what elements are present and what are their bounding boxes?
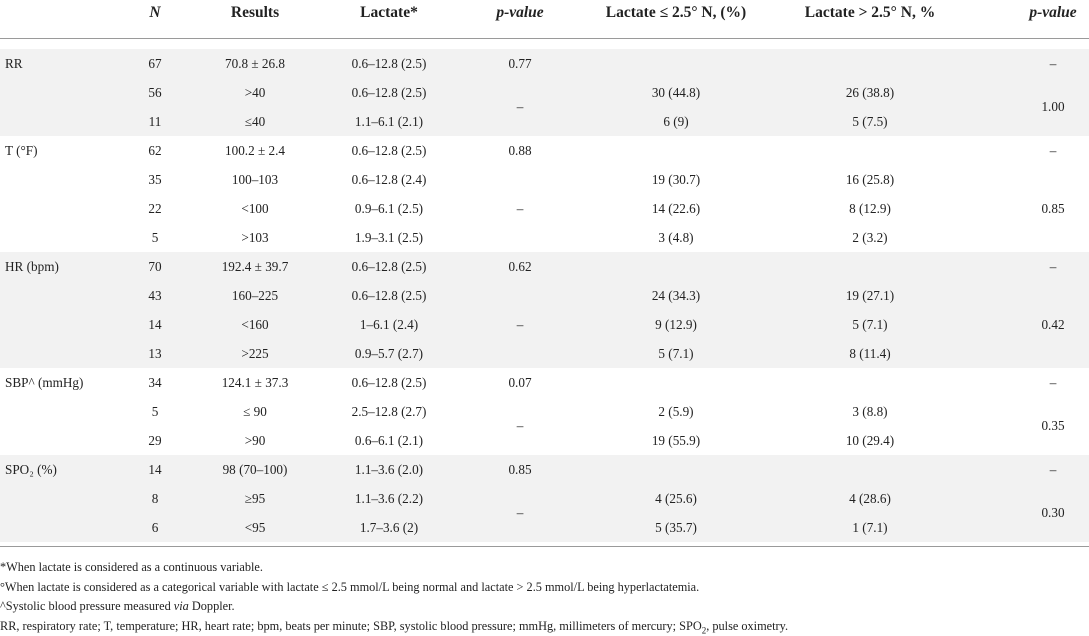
table-row — [0, 310, 1089, 339]
footnote-doppler: ^Systolic blood pressure measured via Doppler. — [0, 597, 1089, 617]
table-row — [0, 513, 1089, 542]
cell-n: 14 — [148, 310, 161, 339]
cell-n: 67 — [148, 49, 161, 78]
table-row — [0, 136, 1089, 165]
cell-p-value-merged: – — [517, 201, 524, 217]
cell-p-value: 0.88 — [508, 136, 531, 165]
cell-result: 100–103 — [232, 165, 278, 194]
cell-lactate: 1.1–6.1 (2.1) — [355, 107, 423, 136]
cell-n: 13 — [148, 339, 161, 368]
cell-parameter: RR — [5, 49, 23, 78]
cell-p-value-merged: – — [517, 418, 524, 434]
header-lactate-high: Lactate > 2.5° N, % — [805, 4, 935, 22]
cell-lactate: 1–6.1 (2.4) — [360, 310, 418, 339]
table-row — [0, 49, 1089, 78]
cell-lactate: 0.9–5.7 (2.7) — [355, 339, 423, 368]
cell-result: 124.1 ± 37.3 — [222, 368, 289, 397]
cell-p-value-2: – — [1050, 368, 1057, 397]
footnote-categorical: °When lactate is considered as a categorical variable with lactate ≤ 2.5 mmol/L being normal and lactate > 2.5 mmol/L being hyperlactatemia. — [0, 578, 1089, 598]
header-results: Results — [231, 4, 279, 22]
table-row — [0, 368, 1089, 397]
cell-lactate-high: 19 (27.1) — [846, 281, 894, 310]
cell-lactate: 0.6–12.8 (2.5) — [352, 281, 427, 310]
cell-lactate: 0.6–6.1 (2.1) — [355, 426, 423, 455]
table-header — [0, 0, 1089, 38]
cell-lactate-low: 5 (7.1) — [658, 339, 693, 368]
table-footnotes — [0, 558, 1089, 636]
cell-lactate: 1.7–3.6 (2) — [360, 513, 418, 542]
cell-result: >90 — [245, 426, 266, 455]
cell-p-value-2-merged: 0.42 — [1041, 317, 1064, 333]
cell-parameter: HR (bpm) — [5, 252, 59, 281]
cell-p-value: 0.85 — [508, 455, 531, 484]
cell-p-value-merged: – — [517, 99, 524, 115]
footnote-continuous: *When lactate is considered as a continuous variable. — [0, 558, 1089, 578]
cell-parameter: T (°F) — [5, 136, 38, 165]
cell-lactate-high: 26 (38.8) — [846, 78, 894, 107]
cell-result: >103 — [241, 223, 268, 252]
cell-n: 8 — [152, 484, 159, 513]
cell-lactate: 0.6–12.8 (2.5) — [352, 136, 427, 165]
cell-p-value-merged: – — [517, 505, 524, 521]
header-rule — [0, 38, 1089, 39]
cell-lactate-low: 6 (9) — [663, 107, 688, 136]
cell-lactate-high: 4 (28.6) — [849, 484, 891, 513]
cell-result: 100.2 ± 2.4 — [225, 136, 285, 165]
cell-n: 22 — [148, 194, 161, 223]
cell-p-value-2: – — [1050, 455, 1057, 484]
table-row — [0, 194, 1089, 223]
cell-lactate: 0.6–12.8 (2.5) — [352, 78, 427, 107]
table-row — [0, 339, 1089, 368]
cell-lactate: 0.9–6.1 (2.5) — [355, 194, 423, 223]
cell-n: 62 — [148, 136, 161, 165]
table-row — [0, 223, 1089, 252]
header-lactate: Lactate* — [360, 4, 418, 22]
cell-lactate-high: 2 (3.2) — [852, 223, 887, 252]
cell-parameter: SBP^ (mmHg) — [5, 368, 83, 397]
cell-n: 14 — [148, 455, 161, 484]
table-row — [0, 426, 1089, 455]
cell-n: 11 — [149, 107, 162, 136]
cell-lactate-high: 5 (7.1) — [852, 310, 887, 339]
cell-lactate: 1.1–3.6 (2.2) — [355, 484, 423, 513]
cell-n: 70 — [148, 252, 161, 281]
cell-lactate: 1.1–3.6 (2.0) — [355, 455, 423, 484]
cell-lactate-high: 8 (12.9) — [849, 194, 891, 223]
cell-n: 34 — [148, 368, 161, 397]
cell-lactate-high: 3 (8.8) — [852, 397, 887, 426]
table-row — [0, 397, 1089, 426]
cell-result: 98 (70–100) — [223, 455, 288, 484]
cell-lactate-low: 30 (44.8) — [652, 78, 700, 107]
footnote-abbreviations: RR, respiratory rate; T, temperature; HR, heart rate; bpm, beats per minute; SBP, systolic blood pressure; mmHg, millimeters of mercury; $SPO_2$, pulse oximetry. — [0, 617, 1089, 636]
cell-p-value-merged: – — [517, 317, 524, 333]
cell-lactate: 0.6–12.8 (2.5) — [352, 49, 427, 78]
cell-p-value-2: – — [1050, 252, 1057, 281]
cell-p-value-2-merged: 0.35 — [1041, 418, 1064, 434]
cell-n: 5 — [152, 223, 159, 252]
cell-result: ≤ 90 — [243, 397, 267, 426]
table-row — [0, 165, 1089, 194]
cell-lactate-low: 4 (25.6) — [655, 484, 697, 513]
cell-parameter: SPO₂ (%) — [5, 455, 57, 484]
table-row — [0, 78, 1089, 107]
table-row — [0, 281, 1089, 310]
cell-lactate-low: 19 (30.7) — [652, 165, 700, 194]
cell-n: 35 — [148, 165, 161, 194]
cell-lactate: 0.6–12.8 (2.5) — [352, 252, 427, 281]
cell-lactate-high: 16 (25.8) — [846, 165, 894, 194]
cell-result: 70.8 ± 26.8 — [225, 49, 285, 78]
cell-lactate: 1.9–3.1 (2.5) — [355, 223, 423, 252]
cell-result: <160 — [241, 310, 268, 339]
cell-result: >225 — [241, 339, 268, 368]
cell-lactate-low: 3 (4.8) — [658, 223, 693, 252]
table-row — [0, 484, 1089, 513]
cell-lactate-low: 2 (5.9) — [658, 397, 693, 426]
cell-p-value-2: – — [1050, 136, 1057, 165]
cell-n: 5 — [152, 397, 159, 426]
cell-lactate-low: 5 (35.7) — [655, 513, 697, 542]
cell-result: ≤40 — [245, 107, 265, 136]
cell-n: 43 — [148, 281, 161, 310]
cell-result: ≥95 — [245, 484, 265, 513]
cell-lactate-high: 8 (11.4) — [849, 339, 890, 368]
cell-n: 56 — [148, 78, 161, 107]
table-row — [0, 252, 1089, 281]
cell-p-value-2-merged: 1.00 — [1041, 99, 1064, 115]
cell-lactate-low: 14 (22.6) — [652, 194, 700, 223]
cell-result: <100 — [241, 194, 268, 223]
cell-p-value-2: – — [1050, 49, 1057, 78]
cell-lactate: 0.6–12.8 (2.4) — [352, 165, 427, 194]
cell-n: 29 — [148, 426, 161, 455]
cell-result: 192.4 ± 39.7 — [222, 252, 289, 281]
cell-lactate-low: 19 (55.9) — [652, 426, 700, 455]
header-lactate-low: Lactate ≤ 2.5° N, (%) — [606, 4, 746, 22]
footer-rule — [0, 546, 1089, 547]
cell-lactate-high: 10 (29.4) — [846, 426, 894, 455]
cell-result: <95 — [245, 513, 266, 542]
table-row — [0, 455, 1089, 484]
cell-lactate-high: 1 (7.1) — [852, 513, 887, 542]
cell-result: 160–225 — [232, 281, 278, 310]
cell-p-value: 0.62 — [508, 252, 531, 281]
cell-p-value: 0.07 — [508, 368, 531, 397]
header-p-value: p-value — [496, 4, 543, 22]
cell-result: >40 — [245, 78, 266, 107]
cell-lactate: 2.5–12.8 (2.7) — [352, 397, 427, 426]
cell-p-value-2-merged: 0.30 — [1041, 505, 1064, 521]
cell-p-value: 0.77 — [508, 49, 531, 78]
cell-p-value-2-merged: 0.85 — [1041, 201, 1064, 217]
table-row — [0, 107, 1089, 136]
cell-n: 6 — [152, 513, 159, 542]
header-p-value-2: p-value — [1029, 4, 1076, 22]
cell-lactate-low: 9 (12.9) — [655, 310, 697, 339]
cell-lactate-high: 5 (7.5) — [852, 107, 887, 136]
header-n: N — [149, 4, 160, 22]
cell-lactate: 0.6–12.8 (2.5) — [352, 368, 427, 397]
cell-lactate-low: 24 (34.3) — [652, 281, 700, 310]
